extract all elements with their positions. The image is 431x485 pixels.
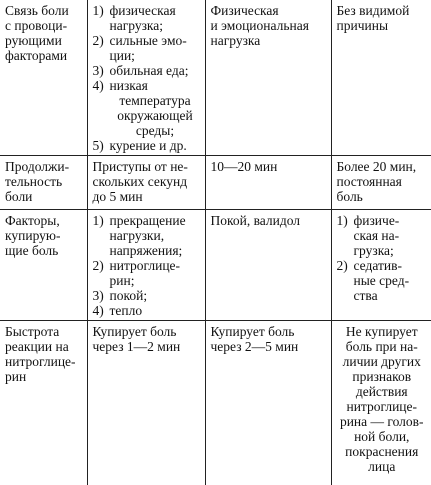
cell-line: Быстрота [5, 324, 60, 339]
list-item [93, 3, 201, 33]
cell-line: личии других [342, 354, 421, 369]
row-header-cell [0, 156, 87, 210]
list-item-line: нитроглице- [109, 258, 181, 273]
cell-line: нитроглице- [5, 354, 76, 369]
cell-line: постоянная [336, 174, 402, 189]
list-item [93, 288, 201, 303]
cell-line: Связь боли [5, 3, 69, 18]
list-item [93, 33, 201, 63]
list-item-line: покой; [109, 288, 148, 303]
cell-line: тельность [5, 174, 63, 189]
table-cell [87, 0, 205, 156]
cell-line: ной боли, [354, 429, 410, 444]
cell-line: покраснения [345, 444, 419, 459]
list-item-line: нагрузка; [109, 18, 164, 33]
list-item-line: среды; [135, 123, 175, 138]
cell-line: факторами [5, 48, 68, 63]
cell-line: Без видимой [336, 3, 410, 18]
cell-line: боль при на- [345, 339, 418, 354]
row-header-cell [0, 321, 87, 485]
list-item-number: 1) [92, 3, 104, 18]
cell-line: через 2—5 мин [210, 339, 299, 354]
cell-line: реакции на [5, 339, 69, 354]
cell-line: причины [336, 18, 389, 33]
table-cell [87, 210, 205, 321]
cell-line: Продолжи- [5, 159, 70, 174]
list-item-line: физиче- [353, 213, 400, 228]
list-item-line: прекращение [109, 213, 186, 228]
cell-line: скольких секунд [92, 174, 188, 189]
list-item-line: напряжения; [109, 243, 183, 258]
cell-line: рин [5, 369, 27, 384]
list-item-number: 4) [92, 78, 104, 93]
list-item-line: низкая [109, 78, 148, 93]
list-item [93, 78, 201, 138]
cell-line: лица [368, 459, 396, 474]
cell-line: щие боль [5, 243, 59, 258]
list-item [93, 63, 201, 78]
cell-line: Купирует боль [210, 324, 295, 339]
cell-line: действия [355, 384, 408, 399]
cell-line: рина — голов- [339, 414, 424, 429]
cell-line: Не купирует [345, 324, 418, 339]
cell-line: и эмоциональная [210, 18, 309, 33]
cell-line: нагрузка [210, 33, 261, 48]
list-item [337, 258, 428, 303]
list-item-line: сильные эмо- [109, 33, 187, 48]
cell-line: Физическая [210, 3, 279, 18]
list-item-line: курение и др. [109, 138, 187, 153]
table-cell [331, 321, 431, 485]
list-item-line: физическая [109, 3, 176, 18]
cell-line: боль [336, 189, 363, 204]
cell-line: через 1—2 мин [92, 339, 181, 354]
table-cell [331, 210, 431, 321]
table-cell [205, 321, 331, 485]
list-item [337, 213, 428, 258]
table-cell [331, 156, 431, 210]
list-item-line: седатив- [353, 258, 402, 273]
cell-line: Более 20 мин, [336, 159, 417, 174]
list-item-number: 2) [336, 258, 348, 273]
row-header-cell [0, 210, 87, 321]
cell-line: нитроглице- [346, 399, 418, 414]
list-item-line: обильная еда; [109, 63, 189, 78]
list-item-number: 5) [92, 138, 104, 153]
list-item-line: ные сред- [353, 273, 410, 288]
numbered-list [93, 213, 201, 318]
list-item-number: 3) [92, 63, 104, 78]
cell-line: 10—20 мин [210, 159, 278, 174]
list-item-line: грузка; [353, 243, 394, 258]
cell-line: купирую- [5, 228, 61, 243]
list-item [93, 303, 201, 318]
table-cell [87, 156, 205, 210]
cell-line: боли [5, 189, 33, 204]
list-item-line: ции; [109, 48, 135, 63]
table-cell [205, 156, 331, 210]
list-item-number: 1) [92, 213, 104, 228]
table-row [0, 210, 431, 321]
cell-line: Покой, валидол [210, 213, 301, 228]
list-item-number: 2) [92, 258, 104, 273]
cell-line: признаков [352, 369, 412, 384]
list-item-line: окружающей [117, 108, 193, 123]
list-item [93, 213, 201, 258]
table-row [0, 321, 431, 485]
list-item-line: тепло [109, 303, 143, 318]
cell-line: Факторы, [5, 213, 60, 228]
list-item [93, 258, 201, 288]
cell-line: с провоци- [5, 18, 68, 33]
numbered-list [337, 213, 428, 303]
table-row [0, 0, 431, 156]
cell-line: Приступы от не- [92, 159, 188, 174]
list-item [93, 138, 201, 153]
cell-line: до 5 мин [92, 189, 143, 204]
list-item-line: температура [119, 93, 191, 108]
list-item-line: ская на- [353, 228, 400, 243]
list-item-line: рин; [109, 273, 135, 288]
row-header-cell [0, 0, 87, 156]
list-item-number: 3) [92, 288, 104, 303]
table-row [0, 156, 431, 210]
table-cell [87, 321, 205, 485]
list-item-line: ства [353, 288, 378, 303]
list-item-number: 4) [92, 303, 104, 318]
cell-line: Купирует боль [92, 324, 177, 339]
table-cell [331, 0, 431, 156]
cell-line: рующими [5, 33, 62, 48]
table-cell [205, 210, 331, 321]
table-cell [205, 0, 331, 156]
list-item-number: 2) [92, 33, 104, 48]
numbered-list [93, 3, 201, 153]
list-item-number: 1) [336, 213, 348, 228]
list-item-line: нагрузки, [109, 228, 165, 243]
